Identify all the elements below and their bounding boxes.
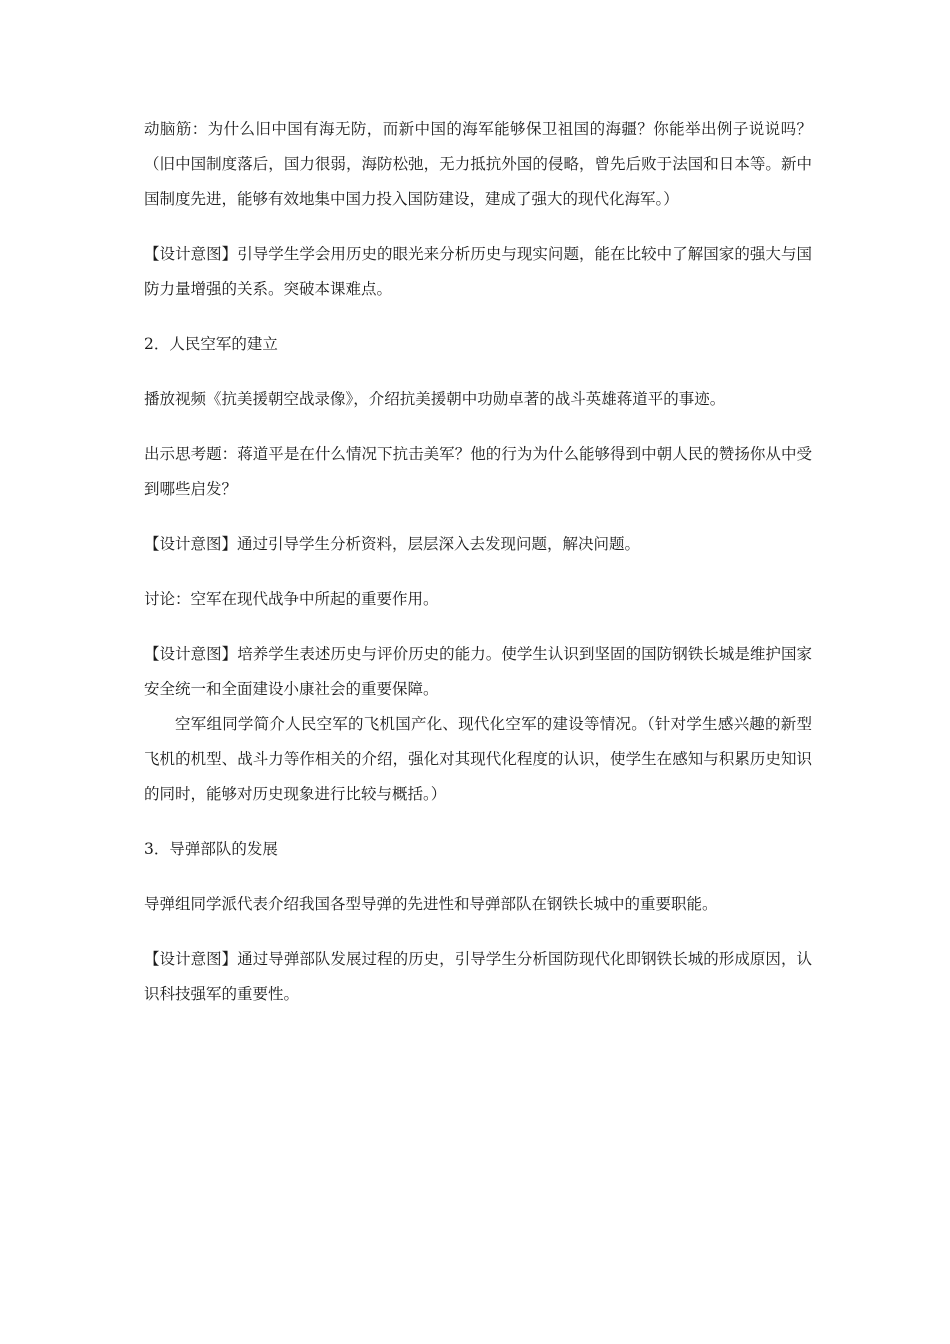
document-page (144, 112, 812, 1012)
paragraph-design-intent-4: 【设计意图】通过导弹部队发展过程的历史，引导学生分析国防现代化即钢铁长城的形成原因，认识科技强军的重要性。 (144, 950, 812, 1003)
paragraph-question: 出示思考题：蒋道平是在什么情况下抗击美军？他的行为为什么能够得到中朝人民的赞扬你从中受到哪些启发？ (144, 445, 812, 498)
paragraph-design-intent-3: 【设计意图】培养学生表述历史与评价历史的能力。使学生认识到坚固的国防钢铁长城是维护国家安全统一和全面建设小康社会的重要保障。 (144, 645, 812, 698)
section-heading-air-force: 2．人民空军的建立 (144, 335, 278, 353)
paragraph-design-intent-1: 【设计意图】引导学生学会用历史的眼光来分析历史与现实问题，能在比较中了解国家的强大与国防力量增强的关系。突破本课难点。 (144, 245, 812, 298)
paragraph-video: 播放视频《抗美援朝空战录像》，介绍抗美援朝中功勋卓著的战斗英雄蒋道平的事迹。 (144, 390, 726, 408)
paragraph-design-intent-2: 【设计意图】通过引导学生分析资料，层层深入去发现问题，解决问题。 (144, 535, 641, 553)
section-heading-missile: 3．导弹部队的发展 (144, 840, 278, 858)
paragraph-air-force-group: 空军组同学简介人民空军的飞机国产化、现代化空军的建设等情况。（针对学生感兴趣的新型飞机的机型、战斗力等作相关的介绍，强化对其现代化程度的认识，使学生在感知与积累历史知识的同时，能够对历史现象进行比较与概括。） (144, 715, 812, 803)
paragraph-missile-group: 导弹组同学派代表介绍我国各型导弹的先进性和导弹部队在钢铁长城中的重要职能。 (144, 895, 718, 913)
paragraph-discussion: 讨论：空军在现代战争中所起的重要作用。 (144, 590, 439, 608)
paragraph-think-question: 动脑筋：为什么旧中国有海无防，而新中国的海军能够保卫祖国的海疆？你能举出例子说说吗？（旧中国制度落后，国力很弱，海防松弛，无力抵抗外国的侵略，曾先后败于法国和日本等。新中国制度先进，能够有效地集中国力投入国防建设，建成了强大的现代化海军。） (144, 120, 812, 208)
